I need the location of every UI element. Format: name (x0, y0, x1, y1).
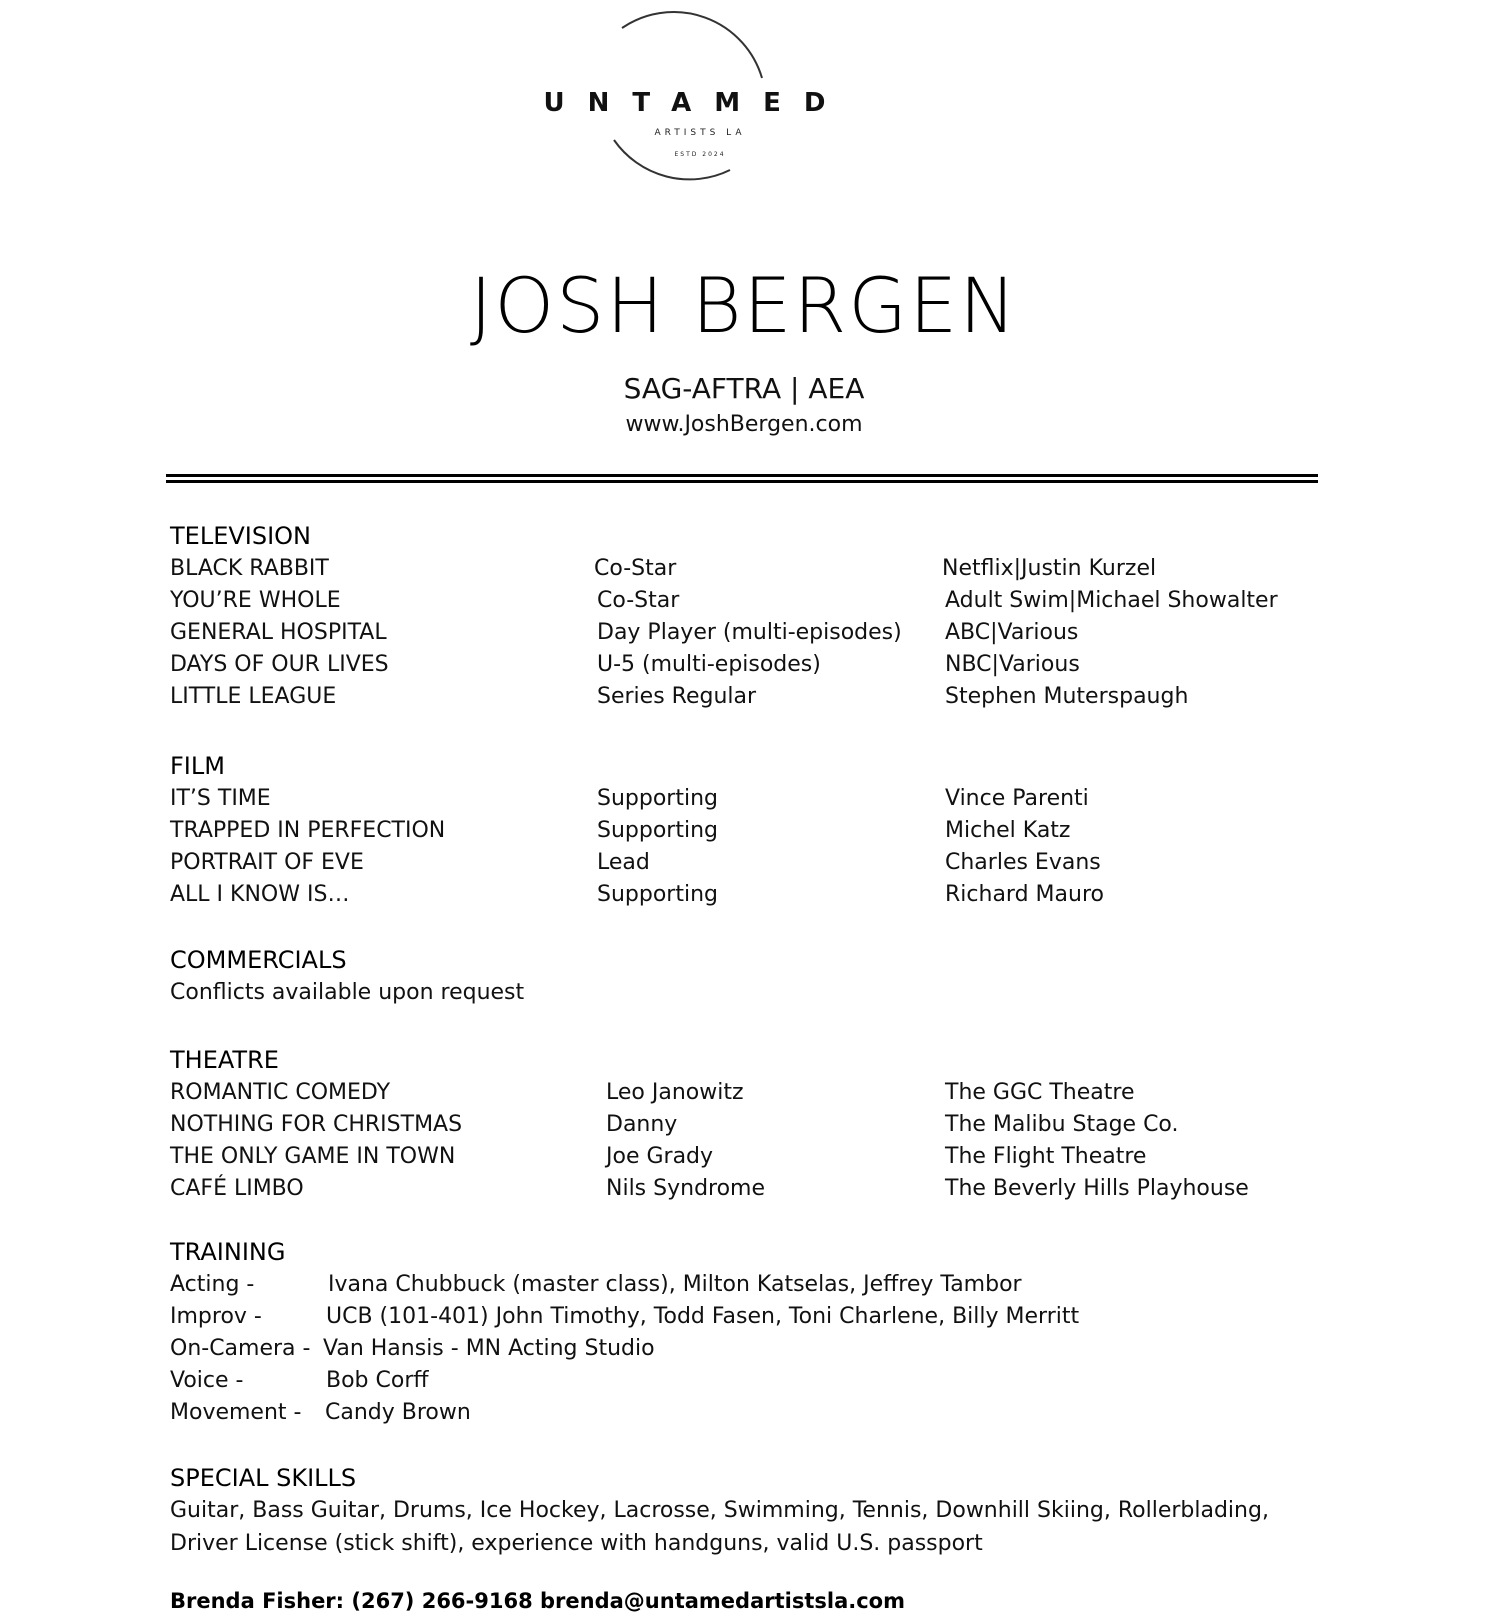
logo-word: UNTAMED (543, 88, 849, 118)
credit-network: NBC|Various (945, 652, 1080, 677)
credit-role: Day Player (multi-episodes) (597, 620, 902, 645)
credit-title: LITTLE LEAGUE (170, 684, 337, 709)
credit-title: PORTRAIT OF EVE (170, 850, 364, 875)
credit-role: Danny (606, 1112, 678, 1137)
credit-row (0, 1176, 1488, 1208)
union-affiliations: SAG-AFTRA | AEA (623, 372, 865, 405)
credit-role: Supporting (597, 882, 718, 907)
credit-venue: The Malibu Stage Co. (945, 1112, 1179, 1137)
credit-venue: The Beverly Hills Playhouse (945, 1176, 1249, 1201)
credit-row (0, 786, 1488, 818)
credit-role: Lead (597, 850, 650, 875)
credit-title: IT’S TIME (170, 786, 271, 811)
special-skills-text: Guitar, Bass Guitar, Drums, Ice Hockey, Lacrosse, Swimming, Tennis, Downhill Skiing, Rollerblading, Driver License (stick shift), experience with handguns, valid U.S. passport (170, 1498, 1269, 1556)
training-row (0, 1400, 1488, 1432)
website-link[interactable]: www.JoshBergen.com (625, 412, 863, 437)
credit-row (0, 652, 1488, 684)
credit-role: Joe Grady (606, 1144, 714, 1169)
credit-role: Supporting (597, 818, 718, 843)
credit-role: Co-Star (594, 556, 677, 581)
credit-role: Co-Star (597, 588, 680, 613)
credit-network: Adult Swim|Michael Showalter (945, 588, 1278, 613)
credit-director: Vince Parenti (945, 786, 1089, 811)
credit-venue: The Flight Theatre (945, 1144, 1147, 1169)
header-divider-top (166, 474, 1318, 477)
training-row (0, 1304, 1488, 1336)
training-category: Voice - (170, 1368, 244, 1393)
section-title-film: FILM (170, 752, 225, 780)
section-title-television: TELEVISION (170, 522, 312, 550)
credit-director: Charles Evans (945, 850, 1101, 875)
credit-role: Leo Janowitz (606, 1080, 744, 1105)
credit-row (0, 1112, 1488, 1144)
credit-row (0, 1144, 1488, 1176)
training-row (0, 1272, 1488, 1304)
credit-row (0, 620, 1488, 652)
credit-network: Netflix|Justin Kurzel (942, 556, 1157, 581)
section-title-theatre: THEATRE (170, 1046, 279, 1074)
credit-row (0, 850, 1488, 882)
credit-row (0, 882, 1488, 914)
section-title-training: TRAINING (170, 1238, 286, 1266)
training-category: Improv - (170, 1304, 262, 1329)
credit-director: Michel Katz (945, 818, 1071, 843)
credit-network: Stephen Muterspaugh (945, 684, 1189, 709)
training-category: On-Camera - (170, 1336, 311, 1361)
credit-title: DAYS OF OUR LIVES (170, 652, 389, 677)
credit-row (0, 1080, 1488, 1112)
credit-director: Richard Mauro (945, 882, 1104, 907)
training-teachers: UCB (101-401) John Timothy, Todd Fasen, Toni Charlene, Billy Merritt (326, 1304, 1080, 1329)
credit-network: ABC|Various (945, 620, 1079, 645)
credit-title: TRAPPED IN PERFECTION (170, 818, 446, 843)
training-row (0, 1368, 1488, 1400)
credit-role: Nils Syndrome (606, 1176, 766, 1201)
section-title-commercials: COMMERCIALS (170, 946, 347, 974)
agent-contact[interactable]: Brenda Fisher: (267) 266-9168 brenda@untamedartistsla.com (170, 1589, 905, 1613)
credit-venue: The GGC Theatre (945, 1080, 1135, 1105)
commercials-text: Conflicts available upon request (170, 980, 525, 1005)
credit-title: GENERAL HOSPITAL (170, 620, 387, 645)
training-teachers: Bob Corff (326, 1368, 429, 1393)
credit-title: ALL I KNOW IS… (170, 882, 350, 907)
commercials-note (0, 980, 1488, 1012)
credit-title: CAFÉ LIMBO (170, 1176, 304, 1201)
credit-row (0, 556, 1488, 588)
training-category: Acting - (170, 1272, 255, 1297)
section-title-special-skills: SPECIAL SKILLS (170, 1464, 357, 1492)
credit-title: THE ONLY GAME IN TOWN (170, 1144, 456, 1169)
actor-name: JOSH BERGEN (469, 261, 1019, 350)
credit-title: BLACK RABBIT (170, 556, 329, 581)
credit-role: U-5 (multi-episodes) (597, 652, 821, 677)
credit-title: ROMANTIC COMEDY (170, 1080, 391, 1105)
training-teachers: Candy Brown (325, 1400, 471, 1425)
agency-logo (543, 10, 850, 200)
credit-row (0, 684, 1488, 716)
logo-estd: ESTD 2024 (674, 151, 726, 158)
training-teachers: Ivana Chubbuck (master class), Milton Katselas, Jeffrey Tambor (328, 1272, 1022, 1297)
training-category: Movement - (170, 1400, 302, 1425)
logo-subtitle: ARTISTS LA (654, 128, 746, 138)
training-teachers: Van Hansis - MN Acting Studio (323, 1336, 655, 1361)
credit-title: YOU’RE WHOLE (170, 588, 341, 613)
training-row (0, 1336, 1488, 1368)
credit-role: Series Regular (597, 684, 757, 709)
credit-row (0, 588, 1488, 620)
credit-role: Supporting (597, 786, 718, 811)
header-divider-bottom (166, 480, 1318, 483)
credit-title: NOTHING FOR CHRISTMAS (170, 1112, 463, 1137)
credit-row (0, 818, 1488, 850)
